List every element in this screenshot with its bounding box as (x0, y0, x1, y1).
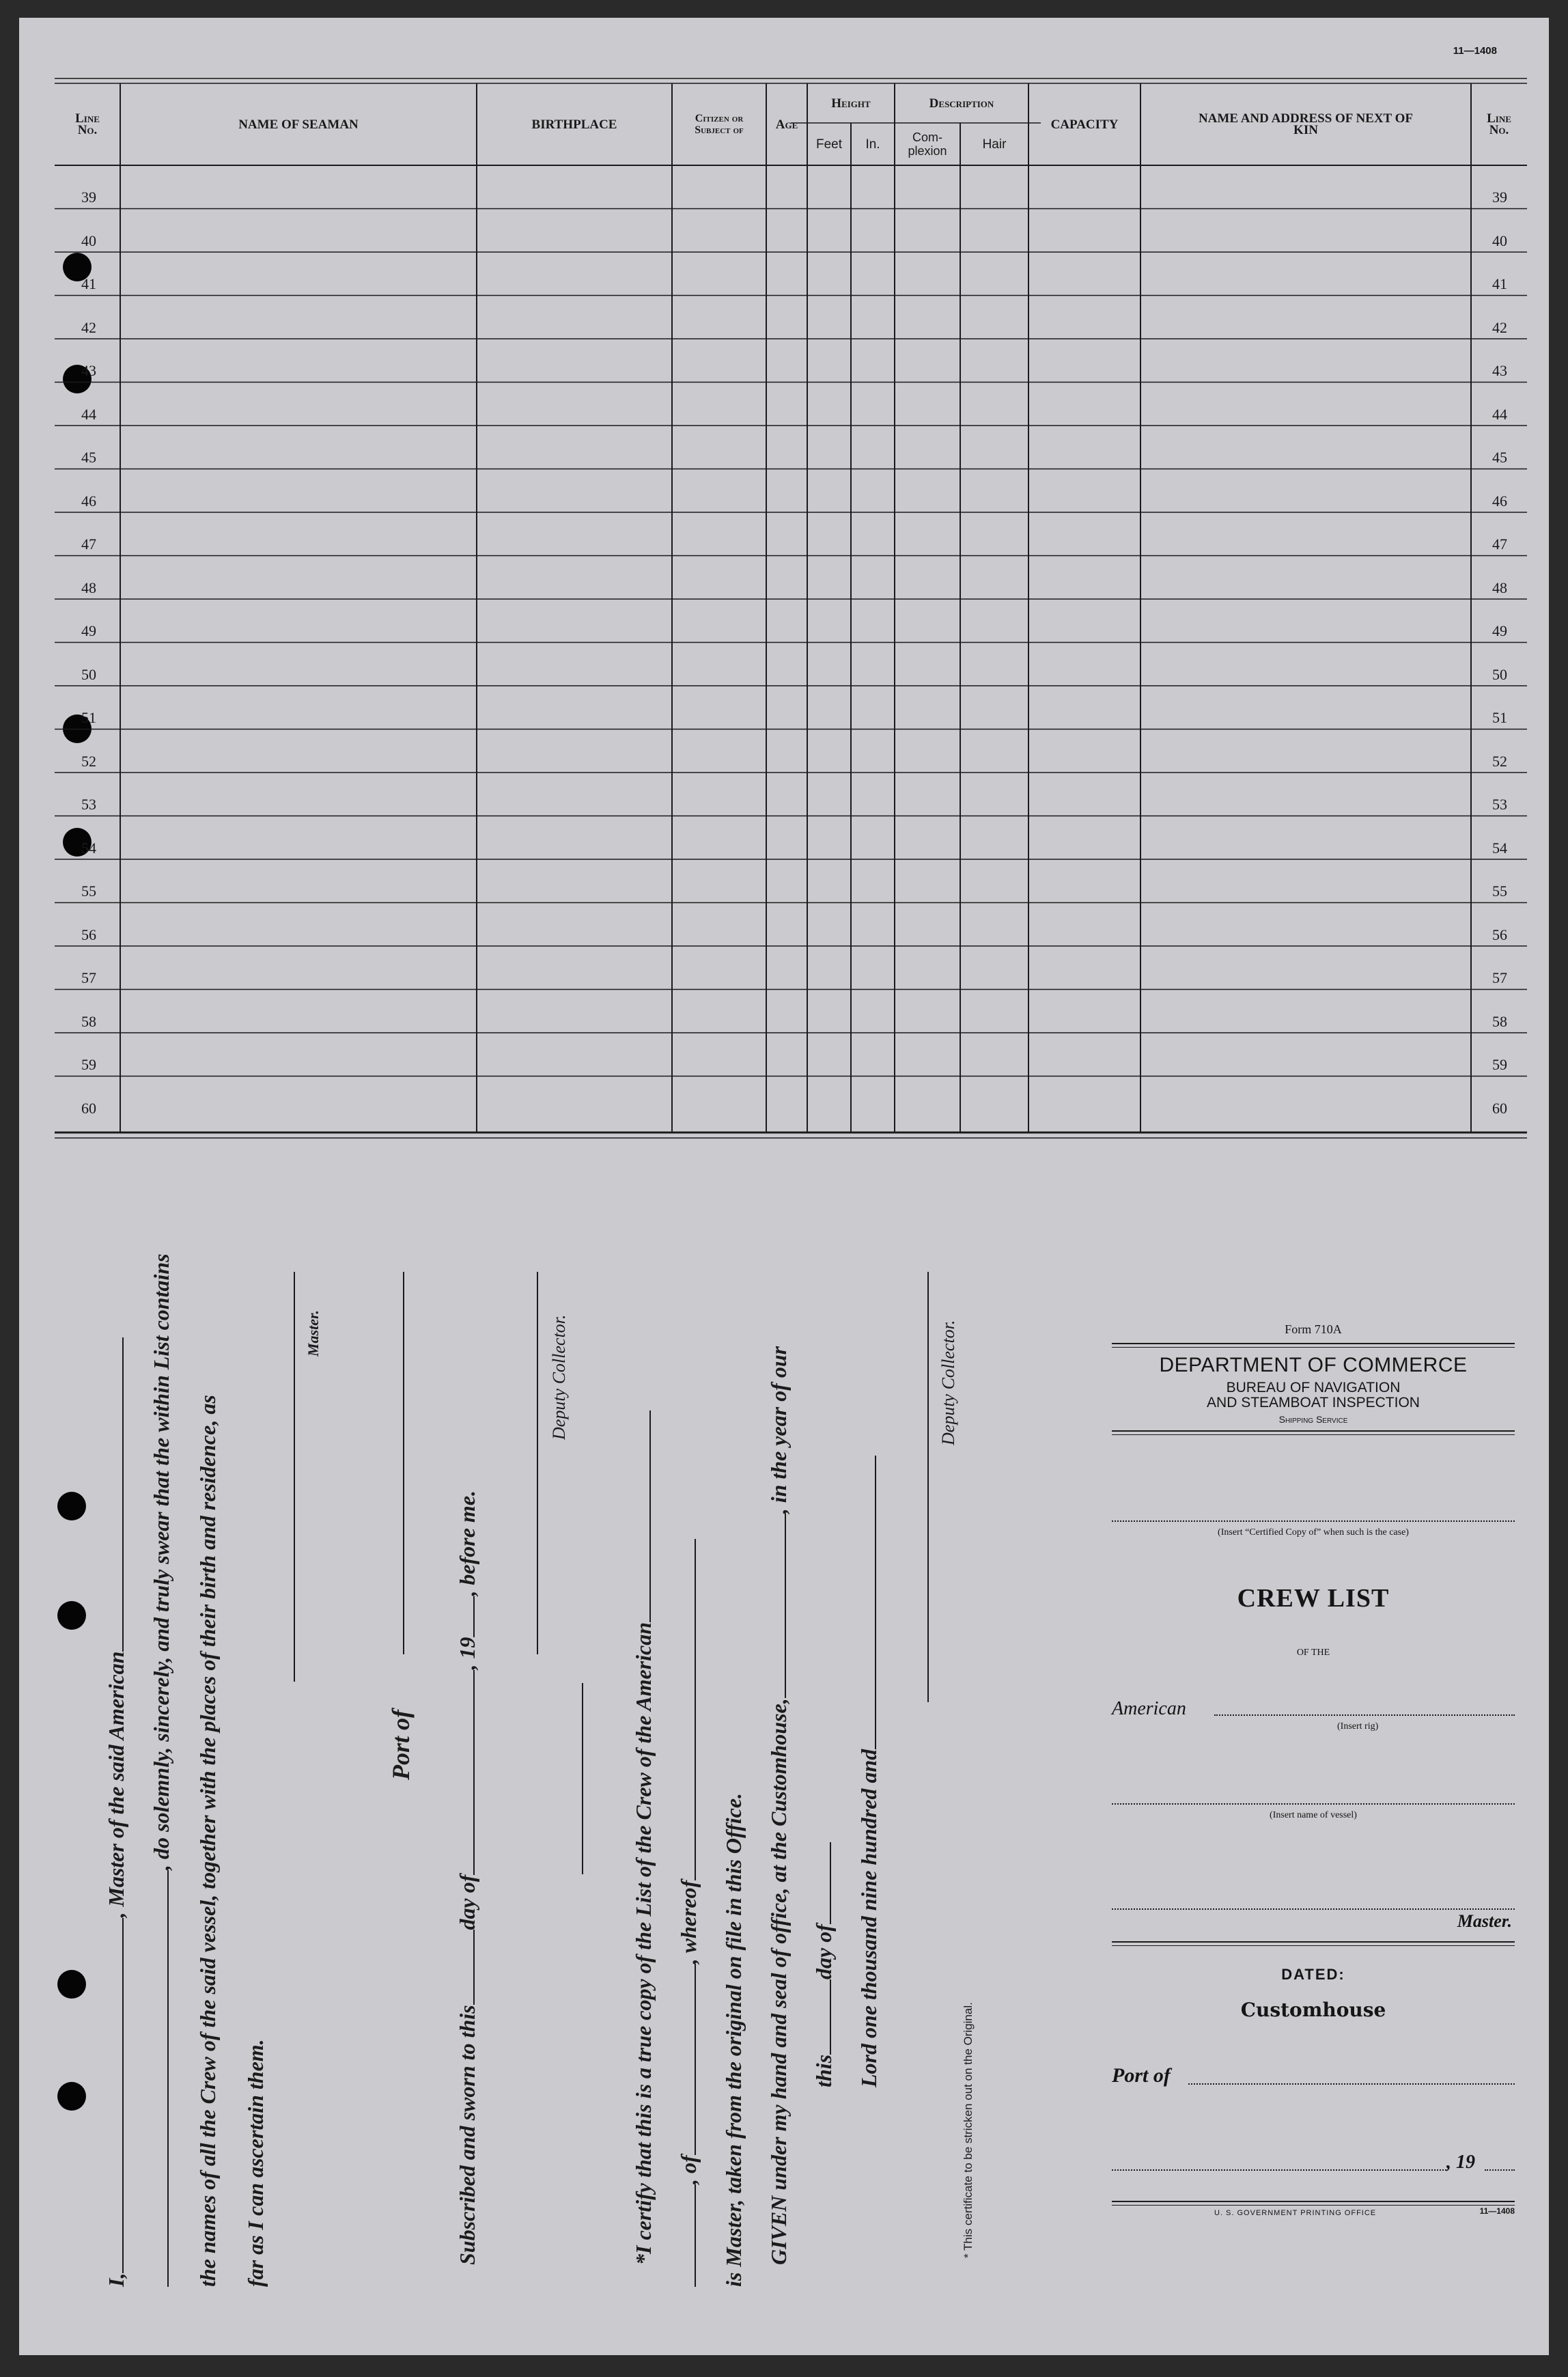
line-number-right: 54 (1492, 839, 1507, 857)
separator-line (582, 1683, 583, 1874)
line-number-right: 41 (1492, 275, 1507, 292)
insert-rig-note: (Insert rig) (1337, 1721, 1379, 1732)
oath-line-3: the names of all the Crew of the said vessel, together with the places of their birth and residence, as (195, 1395, 220, 2287)
header-feet: Feet (815, 137, 843, 152)
certificate-footnote: * This certificate to be stricken out on the Original. (962, 2002, 975, 2258)
header-complexion: Com- plexion (908, 130, 947, 158)
crew-list-title: CREW LIST (1237, 1584, 1390, 1613)
line-number-right: 56 (1492, 926, 1507, 943)
line-number: 39 (81, 189, 96, 206)
deputy-collector-line-1 (537, 1272, 538, 1654)
american-label: American (1112, 1698, 1186, 1719)
punch-hole (57, 1601, 86, 1630)
header-line-no-right: Line No. (1487, 111, 1511, 137)
master-label-cover: Master. (1457, 1911, 1512, 1931)
cover-bottom-rule-2 (1112, 2205, 1515, 2206)
line-number-right: 47 (1492, 536, 1507, 553)
table-rules (55, 78, 1527, 1140)
line-number-right: 51 (1492, 709, 1507, 726)
deputy-collector-label-1: Deputy Collector. (549, 1314, 569, 1440)
date-field[interactable] (1112, 2169, 1446, 2171)
insert-certified-note: (Insert “Certified Copy of” when such is the case) (1218, 1527, 1409, 1538)
line-number: 44 (81, 405, 96, 423)
document-sheet (19, 18, 1549, 2355)
line-number: 50 (81, 665, 96, 683)
crew-table (55, 78, 1527, 1140)
line-number-right: 39 (1492, 189, 1507, 206)
certificate-line-3: is Master, taken from the original on file in this Office. (721, 1792, 746, 2287)
certificate-line-5: thisday of (811, 1842, 837, 2087)
line-number: 43 (81, 362, 96, 379)
line-number-right: 46 (1492, 492, 1507, 510)
year-prefix: , 19 (1446, 2152, 1475, 2173)
port-of-cover-label: Port of (1112, 2064, 1171, 2087)
header-citizen: Citizen or Subject of (695, 113, 744, 136)
master-field[interactable] (1112, 1908, 1515, 1910)
header-birthplace: BIRTHPLACE (531, 117, 617, 132)
line-number-right: 42 (1492, 318, 1507, 336)
line-number-right: 43 (1492, 362, 1507, 379)
dated-label: DATED: (1281, 1966, 1345, 1983)
line-number-right: 58 (1492, 1012, 1507, 1030)
certificate-line-4: GIVEN under my hand and seal of office, at the Customhouse,, in the year of our (766, 1346, 791, 2265)
line-number-right: 40 (1492, 232, 1507, 249)
form-code-bottom: 11—1408 (1479, 2206, 1515, 2216)
header-inches: In. (865, 137, 880, 152)
line-number-right: 53 (1492, 796, 1507, 813)
punch-hole (57, 1492, 86, 1520)
punch-hole (57, 2082, 86, 2111)
oath-line-2: , do solemnly, sincerely, and truly swear that the within List contains (149, 1253, 174, 2287)
line-number-right: 50 (1492, 665, 1507, 683)
certificate-line-6: Lord one thousand nine hundred and (856, 1456, 882, 2087)
header-hair: Hair (982, 137, 1007, 152)
shipping-service: Shipping Service (1278, 1414, 1348, 1425)
header-age: Age (775, 117, 798, 132)
deputy-collector-line-2 (927, 1272, 929, 1702)
year-field[interactable] (1485, 2169, 1515, 2171)
master-signature-line (294, 1272, 295, 1682)
form-code-top: 11—1408 (1453, 45, 1497, 57)
line-number-right: 45 (1492, 449, 1507, 466)
header-description: Description (929, 96, 994, 111)
cover-mid-rule (1112, 1430, 1515, 1432)
oath-line-1: I,, Master of the said American (104, 1337, 129, 2287)
subscribed-line: Subscribed and sworn to thisday of, 19, before me. (455, 1490, 479, 2265)
punch-hole (57, 1970, 86, 1999)
header-name-of-seaman: NAME OF SEAMAN (238, 117, 359, 132)
oath-line-4: far as I can ascertain them. (243, 2039, 268, 2287)
bureau-line-1: BUREAU OF NAVIGATION (1226, 1380, 1401, 1395)
certified-copy-field[interactable] (1112, 1520, 1515, 1522)
rig-field[interactable] (1214, 1714, 1515, 1716)
line-number: 41 (81, 275, 96, 292)
line-number: 53 (81, 796, 96, 813)
line-number: 51 (81, 709, 96, 726)
cover-mid-rule-2 (1112, 1434, 1515, 1435)
header-height: Height (831, 96, 871, 111)
line-number: 52 (81, 752, 96, 770)
cover-bottom-rule (1112, 2201, 1515, 2202)
vessel-name-field[interactable] (1112, 1803, 1515, 1805)
line-number: 58 (81, 1012, 96, 1030)
header-capacity: CAPACITY (1050, 117, 1119, 132)
line-number: 45 (81, 449, 96, 466)
line-number-right: 57 (1492, 969, 1507, 986)
line-number: 57 (81, 969, 96, 986)
master-label: Master. (305, 1310, 322, 1357)
port-of-line (403, 1272, 404, 1654)
line-number: 40 (81, 232, 96, 249)
line-number-right: 52 (1492, 752, 1507, 770)
customhouse-label: Customhouse (1240, 1999, 1386, 2021)
line-number: 54 (81, 839, 96, 857)
line-number: 46 (81, 492, 96, 510)
of-the-label: OF THE (1296, 1648, 1330, 1658)
cover-lower-rule (1112, 1941, 1515, 1943)
line-number-right: 49 (1492, 622, 1507, 639)
line-number: 55 (81, 882, 96, 900)
line-number: 60 (81, 1099, 96, 1117)
deputy-collector-label-2: Deputy Collector. (938, 1320, 958, 1445)
bureau-line-2: AND STEAMBOAT INSPECTION (1207, 1395, 1420, 1410)
line-number: 47 (81, 536, 96, 553)
department-title: DEPARTMENT OF COMMERCE (1159, 1354, 1468, 1376)
line-number: 59 (81, 1056, 96, 1073)
cover-lower-rule-2 (1112, 1945, 1515, 1946)
cover-top-rule (1112, 1343, 1515, 1344)
certificate-line-2: , of, whereof (676, 1539, 701, 2287)
header-next-of-kin: NAME AND ADDRESS OF NEXT OF KIN (1198, 111, 1414, 137)
header-line-no: Line No. (75, 111, 100, 137)
line-number: 48 (81, 579, 96, 596)
form-number: Form 710A (1285, 1322, 1342, 1336)
printer-imprint: U. S. GOVERNMENT PRINTING OFFICE (1214, 2209, 1377, 2217)
port-of-label: Port of (387, 1710, 415, 1780)
cover-top-rule-2 (1112, 1347, 1515, 1348)
line-number-right: 60 (1492, 1099, 1507, 1117)
line-number-right: 55 (1492, 882, 1507, 900)
line-number: 49 (81, 622, 96, 639)
line-number: 42 (81, 318, 96, 336)
line-number-right: 59 (1492, 1056, 1507, 1073)
line-number: 56 (81, 926, 96, 943)
line-number-right: 44 (1492, 405, 1507, 423)
insert-vessel-note: (Insert name of vessel) (1270, 1810, 1357, 1820)
line-number-right: 48 (1492, 579, 1507, 596)
port-field[interactable] (1188, 2083, 1515, 2085)
certificate-line-1: *I certify that this is a true copy of the List of the Crew of the American (631, 1410, 656, 2265)
crew-list-cover (1112, 1322, 1522, 2224)
